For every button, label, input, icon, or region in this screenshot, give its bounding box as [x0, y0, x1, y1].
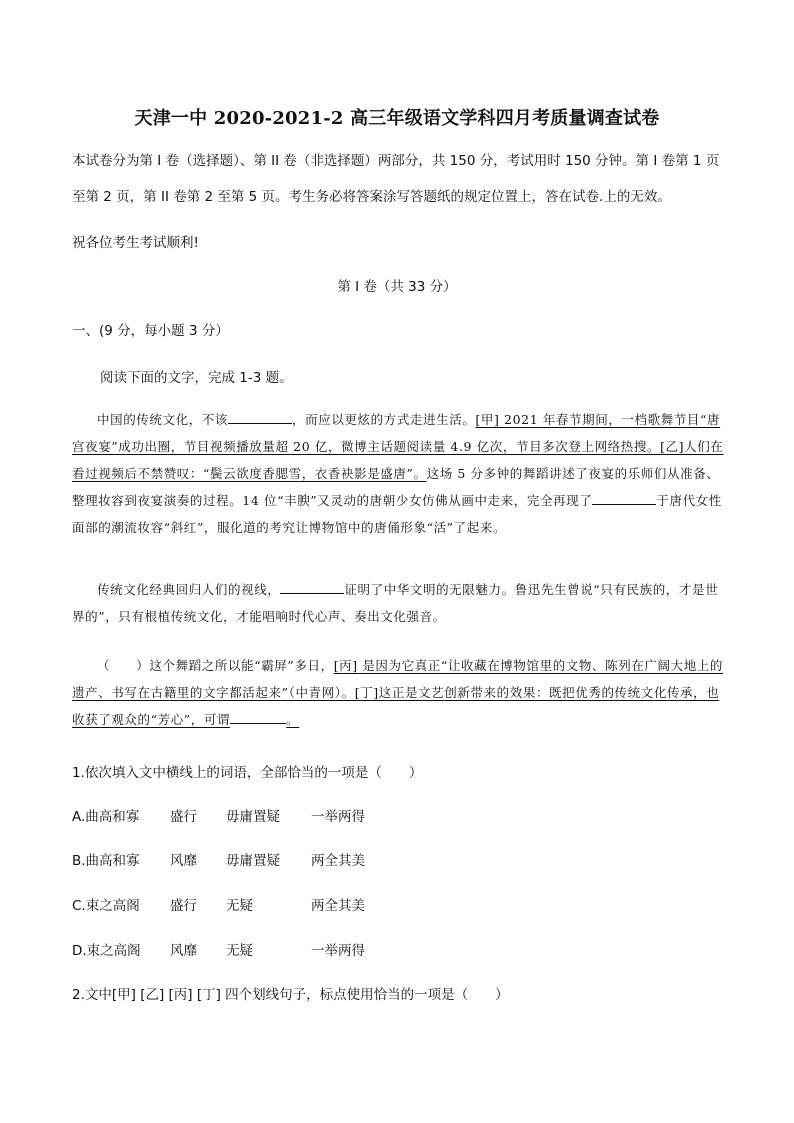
- option-word: B.曲高和寡: [72, 853, 140, 869]
- fill-blank-4: [230, 709, 286, 724]
- question-1-option-a[interactable]: [72, 802, 365, 832]
- passage-text: 传统文化经典回归人们的视线，: [97, 582, 281, 597]
- passage-text: 这场 5 分多钟的舞蹈讲述了夜宴的乐师们从准备、整理妆容到夜宴演奏的过程。14 位“丰腴”又灵动的唐朝少女仿佛从画中走来，完全再现了: [72, 466, 720, 508]
- underlined-sentence-ding: [丁]这正是文艺创新带来的效果：既把优秀的传统文化传承，也收获了观众的“芳心”，可谓: [72, 685, 720, 727]
- fill-blank-3: [280, 579, 344, 594]
- question-2-stem: 2.文中[甲] [乙] [丙] [丁] 四个划线句子，标点使用恰当的一项是（ ）: [72, 987, 509, 1003]
- passage-text: 证明了中华文明的无限魅力。鲁迅先生曾说“只有民族的，才是世界的”，只有根植传统文化，才能唱响时代心声、奏出文化强音。: [72, 582, 719, 624]
- intro-line-2: 至第 2 页，第 II 卷第 2 至第 5 页。考生务必将答案涂写答题纸的规定位置上，答在试卷.上的无效。: [72, 189, 671, 205]
- passage-text: 中国的传统文化，不该: [97, 412, 229, 427]
- underlined-sentence-yi: [乙]人们在看过视频后不禁赞叹：“鬓云欲度香腮雪，衣香袂影是盛唐”。: [72, 439, 724, 481]
- option-word: A.曲高和寡: [72, 809, 140, 825]
- part-one-heading: 一、(9 分，每小题 3 分）: [72, 323, 229, 339]
- question-1-option-b[interactable]: [72, 846, 365, 876]
- underlined-sentence-jia: [甲] 2021 年春节期间，一档歌舞节目“唐宫夜宴”成功出圈，节目视频播放量超 20 亿，微博主话题阅读量 4.9 亿次，节目多次登上网络热搜。: [72, 412, 721, 454]
- page-title: 天津一中 2020-2021-2 高三年级语文学科四月考质量调查试卷: [134, 108, 660, 129]
- passage-text: 。: [286, 712, 300, 727]
- option-word: D.束之高阁: [72, 943, 141, 959]
- question-1-option-d[interactable]: [72, 936, 365, 966]
- option-word: C.束之高阁: [72, 898, 140, 914]
- intro-line-1: 本试卷分为第 I 卷（选择题）、第 II 卷（非选择题）两部分，共 150 分，考试用时 150 分钟。第 I 卷第 1 页: [72, 153, 720, 169]
- section-heading: 第 I 卷（共 33 分）: [337, 279, 457, 295]
- passage-paragraph-2: [72, 576, 726, 630]
- fill-blank-1: [228, 409, 292, 424]
- underlined-sentence-bing: [丙] 是因为它真正“让收藏在博物馆里的文物、陈列在广阔大地上的遗产、书写在古籍里的文字都活起来”（中青网）。: [72, 658, 724, 700]
- option-word: 毋庸置疑: [226, 853, 280, 869]
- option-word: 风靡: [170, 853, 197, 869]
- good-luck-note: 祝各位考生考试顺利!: [72, 235, 199, 251]
- passage-paragraph-3: [72, 652, 726, 733]
- passage-text: 于唐代女性面部的潮流妆容“斜红”，服化道的考究让博物馆中的唐俑形象“活”了起来。: [72, 493, 722, 535]
- question-1-stem: 1.依次填入文中横线上的词语，全部恰当的一项是（ ）: [72, 765, 423, 781]
- option-word: 盛行: [170, 898, 197, 914]
- option-word: 盛行: [170, 809, 197, 825]
- option-word: 两全其美: [311, 853, 365, 869]
- option-word: 一举两得: [311, 943, 365, 959]
- passage-text: （ ）这个舞蹈之所以能“霸屏”多日，: [97, 658, 334, 673]
- fill-blank-2: [592, 490, 656, 505]
- reading-instruction: 阅读下面的文字，完成 1-3 题。: [100, 370, 293, 386]
- question-1-option-c[interactable]: [72, 891, 365, 921]
- option-word: 一举两得: [311, 809, 365, 825]
- option-word: 无疑: [226, 943, 253, 959]
- passage-paragraph-1: [72, 406, 726, 541]
- option-word: 风靡: [170, 943, 197, 959]
- passage-text: ，而应以更炫的方式走进生活。: [292, 412, 476, 427]
- option-word: 无疑: [226, 898, 253, 914]
- option-word: 两全其美: [311, 898, 365, 914]
- option-word: 毋庸置疑: [226, 809, 280, 825]
